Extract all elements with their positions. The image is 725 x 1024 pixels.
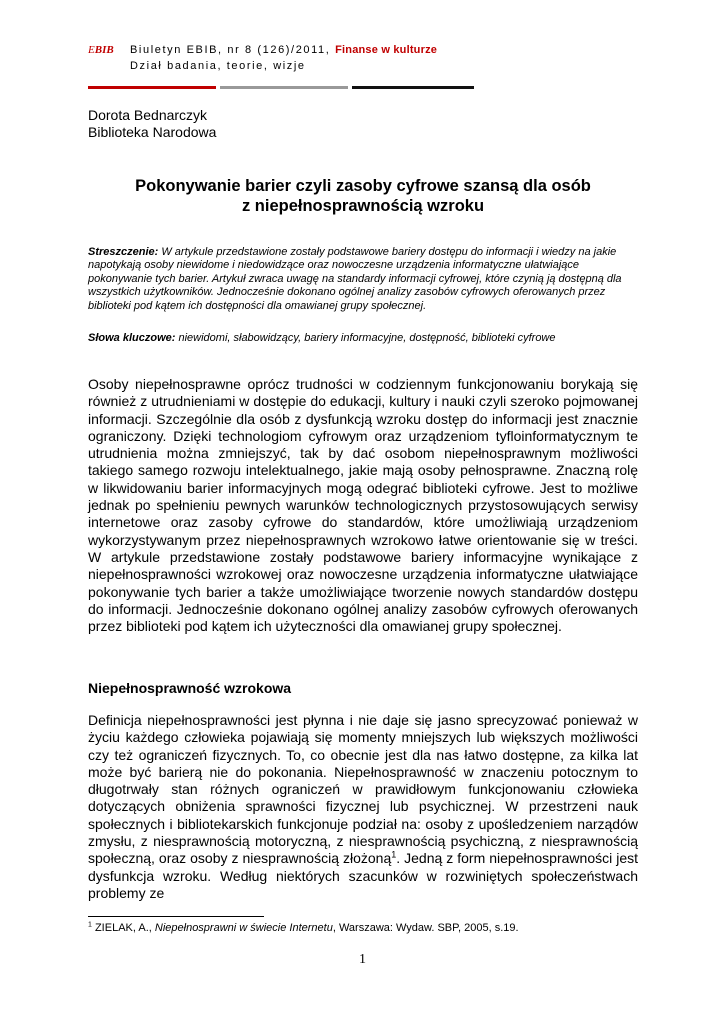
journal-header bbox=[88, 42, 488, 92]
header-rule-dark bbox=[352, 86, 474, 89]
section-heading: Niepełnosprawność wzrokowa bbox=[88, 680, 292, 696]
header-rule-gray bbox=[220, 86, 348, 89]
keywords bbox=[88, 332, 638, 344]
author-affiliation: Biblioteka Narodowa bbox=[88, 124, 217, 140]
keywords-label: Słowa kluczowe: bbox=[88, 332, 176, 344]
footnote-ref[interactable]: 1 bbox=[391, 849, 397, 860]
footnote: $^1$ ZIELAK, A., Niepełnosprawni w świecie Internetu, Warszawa: Wydaw. SBP, 2005, s.19. bbox=[88, 921, 519, 934]
abstract-text: W artykule przedstawione zostały podstawowe bariery dostępu do informacji i wiedzy na jakie napotykają osoby niewidome i niedowidzące oraz nowoczesne urządzenia informatyczne ułatwiające pokonywanie tych barier. Artykuł zwraca uwagę na standardy informacji cyfrowej, które czynią ją dostępną dla wszystkich użytkowników. Jednocześnie dokonano ogólnej analizy zasobów cyfrowych oferowanych przez biblioteki pod kątem ich dostępności dla omawianej grupy społecznej. bbox=[88, 246, 622, 312]
body-paragraph: Definicja niepełnosprawności jest płynna i nie daje się jasno sprecyzować ponieważ w życiu każdego człowieka pojawiają się momenty mniejszych lub większych możliwości czy też ograniczeń fizycznych. To, co obecnie jest dla nas łatwo dostępne, za kilka lat może być barierą nie do pokonania. Niepełnosprawność w znaczeniu potocznym to długotrwały stan różnych ograniczeń w prawidłowym funkcjonowaniu człowieka dotyczących obniżenia sprawności fizycznej lub psychicznej. W przestrzeni nauk społecznych i bibliotekarskich funkcjonuje podział na: osoby z upośledzeniem narządów zmysłu, z niesprawnością motoryczną, z niesprawnością psychiczną, z niesprawnością społeczną, oraz osoby z niesprawnością złożoną$^1$. Jedną z form niepełnosprawności jest dysfunkcja wzroku. Według niektórych szacunków w rozwiniętych społeczeństwach problemy ze bbox=[88, 712, 638, 901]
page-number: 1 bbox=[359, 952, 366, 967]
keywords-text: niewidomi, słabowidzący, bariery informacyjne, dostępność, biblioteki cyfrowe bbox=[175, 332, 556, 344]
footnote-book-title: Niepełnosprawni w świecie Internetu bbox=[154, 922, 333, 934]
author-name: Dorota Bednarczyk bbox=[88, 107, 208, 123]
footnote-separator bbox=[88, 916, 264, 917]
journal-section: Dział badania, teorie, wizje bbox=[130, 60, 306, 72]
article-title: Pokonywanie barier czyli zasoby cyfrowe szansą dla osób z niepełnosprawnością wzroku bbox=[135, 177, 591, 215]
intro-paragraph: Osoby niepełnosprawne oprócz trudności w codziennym funkcjonowaniu borykają się również z utrudnieniami w dostępie do edukacji, kultury i nauki czyli szeroko pojmowanej informacji. Szczególnie dla osób z dysfunkcją wzroku dostęp do informacji jest znacznie ograniczony. Dzięki technologiom cyfrowym oraz urządzeniom tyfloinformatycznym te utrudnienia można zmniejszyć, tak by dać osobom niepełnosprawnym możliwości takiego samego rozwoju intelektualnego, jakie mają osoby pełnosprawne. Znaczną rolę w likwidowaniu barier informacyjnych mogą odegrać biblioteki cyfrowe. Jest to możliwe jednak po spełnieniu pewnych warunków technologicznych przystosowujących serwisy internetowe oraz zasoby cyfrowe do standardów, które umożliwiają urządzeniom wykorzystywanym przez niepełnosprawnych wzrokowo łatwe orientowanie się w treści. W artykule przedstawione zostały podstawowe bariery informacyjne wynikające z niepełnosprawności wzrokowej oraz nowoczesne urządzenia informatyczne ułatwiające pokonywanie tych barier a także umożliwiające tworzenie nowych standardów dostępu do informacji. Jednocześnie dokonano ogólnej analizy zasobów cyfrowych oferowanych przez biblioteki pod kątem ich użyteczności dla omawianej grupy społecznej. bbox=[88, 376, 638, 635]
header-rule-red bbox=[88, 86, 216, 89]
abstract bbox=[88, 246, 638, 313]
issue-theme: Finanse w kulturze bbox=[335, 44, 438, 56]
ebib-logo: EBIB bbox=[88, 44, 114, 56]
abstract-label: Streszczenie: bbox=[88, 246, 159, 258]
author-block bbox=[88, 107, 216, 141]
journal-issue-line: Biuletyn EBIB, nr 8 (126)/2011, Finanse w kulturze bbox=[130, 44, 438, 56]
